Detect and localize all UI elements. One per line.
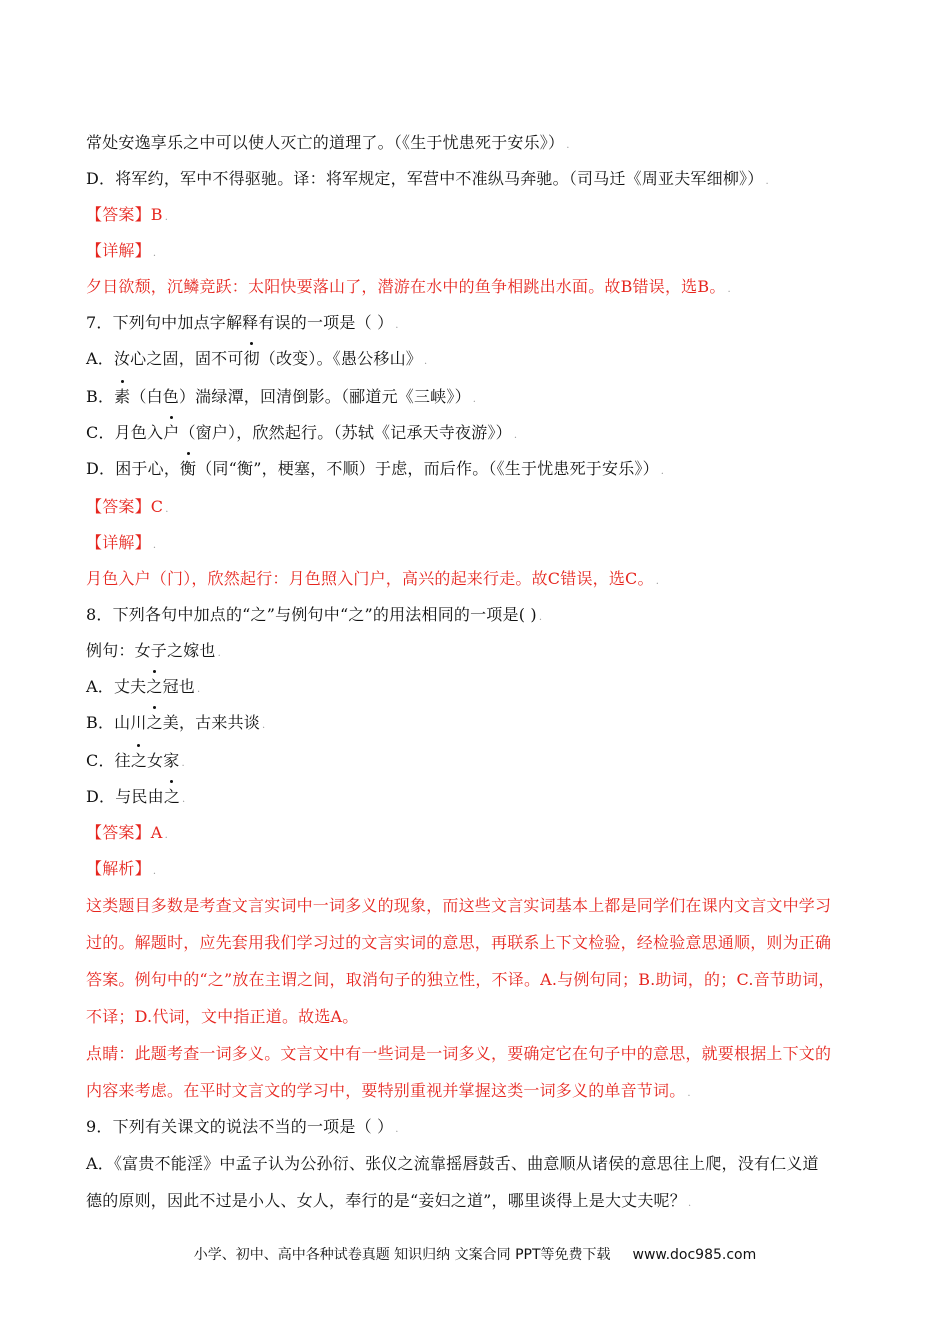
page-footer — [0, 1244, 950, 1264]
explanation-label: 【详解】 . — [86, 241, 157, 260]
explanation-text: 月色入户（门），欣然起行：月色照入门户，高兴的起来行走。故C错误，选C。 . — [86, 569, 660, 588]
answer-label: 【答案】B . — [86, 205, 169, 224]
footer-text: 小学、初中、高中各种试卷真题 知识归纳 文案合同 PPT等免费下载 — [193, 1247, 611, 1263]
analysis-text: 这类题目多数是考查文言实词中一词多义的现象，而这些文言实词基本上都是同学们在课内文言文中学习 — [86, 896, 832, 915]
option-d: D．困于心，衡（同“衡”，梗塞，不顺）于虑，而后作。（《生于忧患死于安乐》） . — [86, 456, 664, 479]
question-9: 9．下列有关课文的说法不当的一项是（ ） . — [86, 1117, 399, 1136]
option-a: A．汝心之固，固不可彻（改变）。《愚公移山》 . — [86, 346, 427, 369]
footer-url[interactable]: www.doc985.com — [632, 1247, 757, 1263]
question-7: 7．下列句中加点字解释有误的一项是（ ） . — [86, 313, 399, 332]
explanation-label: 【详解】 . — [86, 533, 157, 552]
text-line: 常处安逸享乐之中可以使人灭亡的道理了。（《生于忧患死于安乐》） . — [86, 133, 570, 152]
example-sentence: 例句：女子之嫁也 . — [86, 641, 221, 660]
option-b: B．山川之美，古来共谈 . — [86, 710, 265, 733]
analysis-text: 答案。例句中的“之”放在主谓之间，取消句子的独立性，不译。A.与例句同；B.助词，的；C.音节助词， — [86, 970, 835, 989]
option-a: A．丈夫之冠也 . — [86, 674, 200, 697]
option-c: C．月色入户（窗户），欣然起行。（苏轼《记承天寺夜游》） . — [86, 420, 517, 443]
key-point-text: 内容来考虑。在平时文言文的学习中，要特别重视并掌握这类一词多义的单音节词。 . — [86, 1081, 691, 1100]
answer-label: 【答案】C . — [86, 497, 169, 516]
key-point-text: 点睛：此题考查一词多义。文言文中有一些词是一词多义，要确定它在句子中的意思，就要根据上下文的 — [86, 1044, 832, 1063]
analysis-label: 【解析】 . — [86, 859, 157, 878]
analysis-text: 过的。解题时，应先套用我们学习过的文言实词的意思，再联系上下文检验，经检验意思通顺，则为正确 — [86, 933, 832, 952]
analysis-text: 不译；D.代词，文中指正道。故选A。 — [86, 1007, 359, 1026]
text-line: D．将军约，军中不得驱驰。译：将军规定，军营中不准纵马奔驰。（司马迁《周亚夫军细柳》） . — [86, 169, 769, 188]
option-b: B．素（白色）湍绿潭，回清倒影。（郦道元《三峡》） . — [86, 384, 476, 407]
option-c: C．往之女家 . — [86, 748, 185, 771]
explanation-text: 夕日欲颓，沉鳞竞跃：太阳快要落山了，潜游在水中的鱼争相跳出水面。故B错误，选B。 . — [86, 277, 731, 296]
option-a: A．《富贵不能淫》中孟子认为公孙衍、张仪之流靠摇唇鼓舌、曲意顺从诸侯的意思往上爬，没有仁义道 — [86, 1154, 819, 1173]
option-d: D．与民由之 . — [86, 784, 185, 807]
question-8: 8．下列各句中加点的“之”与例句中“之”的用法相同的一项是( ) . — [86, 605, 543, 624]
answer-label: 【答案】A . — [86, 823, 168, 842]
option-a: 德的原则，因此不过是小人、女人，奉行的是“妾妇之道”，哪里谈得上是大丈夫呢？ . — [86, 1191, 692, 1210]
